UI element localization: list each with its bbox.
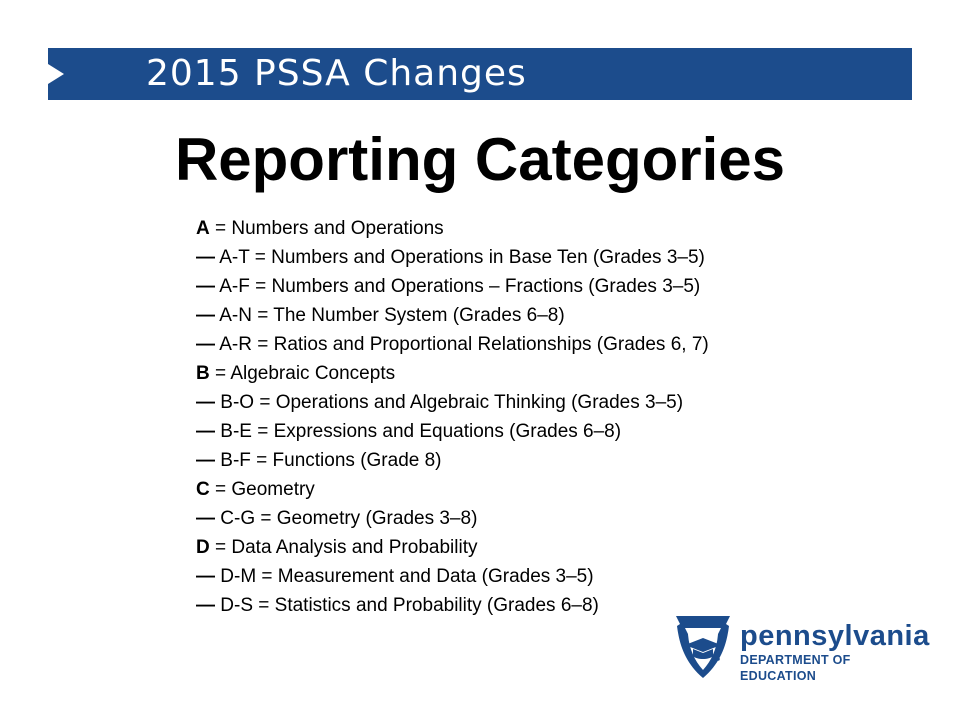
category-item-c — [196, 475, 896, 504]
category-text: = Data Analysis and Probability — [209, 537, 478, 558]
em-dash: — — [196, 392, 215, 413]
category-text: = Geometry — [209, 479, 315, 500]
subcategory-text: A-N = The Number System (Grades 6–8) — [215, 305, 565, 326]
category-code: A — [196, 218, 210, 239]
category-code: C — [196, 479, 210, 500]
category-code: D — [196, 537, 210, 558]
em-dash: — — [196, 334, 215, 355]
em-dash: — — [196, 595, 215, 616]
em-dash: — — [196, 421, 215, 442]
subcategory-text: A-F = Numbers and Operations – Fractions (Grades 3–5) — [215, 276, 701, 297]
em-dash: — — [196, 276, 215, 297]
category-item-d — [196, 533, 896, 562]
logo-state-name: pennsylvania — [740, 620, 930, 652]
em-dash: — — [196, 247, 215, 268]
subcategory-item-b-o — [196, 388, 896, 417]
logo-department-name: DEPARTMENT OF EDUCATION — [740, 653, 851, 683]
subcategory-item-d-m — [196, 562, 896, 591]
em-dash: — — [196, 305, 215, 326]
em-dash: — — [196, 508, 215, 529]
keystone-graduation-cap-icon — [672, 612, 734, 680]
header-title: 2015 PSSA Changes — [146, 53, 527, 94]
em-dash: — — [196, 566, 215, 587]
slide-title: Reporting Categories — [174, 126, 786, 193]
subcategory-item-b-f — [196, 446, 896, 475]
category-code: B — [196, 363, 210, 384]
category-text: = Algebraic Concepts — [209, 363, 396, 384]
subcategory-text: B-O = Operations and Algebraic Thinking (Grades 3–5) — [215, 392, 684, 413]
subcategory-item-a-n — [196, 301, 896, 330]
banner-arrow-icon — [48, 64, 64, 84]
subcategory-text: A-R = Ratios and Proportional Relationships (Grades 6, 7) — [215, 334, 709, 355]
subcategory-text: B-E = Expressions and Equations (Grades 6–8) — [215, 421, 622, 442]
subcategory-item-c-g — [196, 504, 896, 533]
category-text: = Numbers and Operations — [209, 218, 444, 239]
subcategory-item-a-f — [196, 272, 896, 301]
em-dash: — — [196, 450, 215, 471]
subcategory-text: D-S = Statistics and Probability (Grades 6–8) — [215, 595, 599, 616]
subcategory-item-a-t — [196, 243, 896, 272]
pa-department-of-education-logo — [672, 612, 930, 683]
subcategory-text: D-M = Measurement and Data (Grades 3–5) — [215, 566, 594, 587]
subcategory-text: C-G = Geometry (Grades 3–8) — [215, 508, 478, 529]
category-item-b — [196, 359, 896, 388]
subcategory-item-a-r — [196, 330, 896, 359]
subcategory-item-b-e — [196, 417, 896, 446]
subcategory-text: A-T = Numbers and Operations in Base Ten (Grades 3–5) — [215, 247, 705, 268]
subcategory-text: B-F = Functions (Grade 8) — [215, 450, 442, 471]
category-item-a — [196, 214, 896, 243]
reporting-categories-list — [196, 214, 896, 620]
